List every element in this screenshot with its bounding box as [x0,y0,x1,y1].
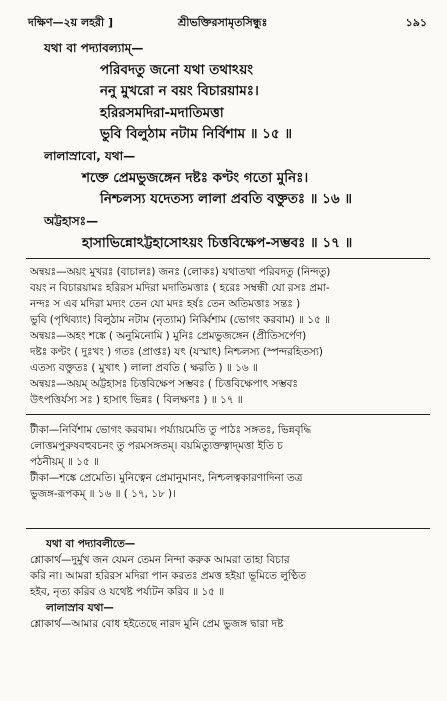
header-section: দক্ষিণ—২য় লহরী ] [28,16,113,29]
verse-intro: লালাস্রাবো, যথা— [44,149,136,163]
translation-line: শ্লোকার্থ—আমার বোধ হইতেছে নারদ মুনি প্রেম ভুজঙ্গ দ্বারা দষ্ট [30,618,284,630]
commentary-line: অন্বয়ঃ—অয়ং মুখরঃ (বাচালঃ) জনঃ (লোকঃ) যথাতথা পরিবদতু (নিন্দতু) [30,266,331,278]
running-header [28,14,427,32]
verse-line: ভুবি বিলুঠাম নটাম নির্বিশাম ॥ ১৫ ॥ [100,126,293,142]
divider [26,258,430,259]
divider [26,528,430,529]
commentary-line: উৎপত্তির্যস্য সঃ ) হাসাৎ ভিন্নঃ ( বিলক্ষণঃ ) ॥ ১৭ ॥ [30,394,243,406]
verse-line: হাসাভিন্নোঽট্টহাসোঽয়ং চিত্তবিক্ষেপ-সম্ভবঃ ॥ ১৭ ॥ [82,235,353,251]
commentary-line: ভুবি (পৃথিব্যাং) বিলুঠাম নটাম (নৃত্যাম) নির্ব্বিশাম (ভোগং করবাম) ॥ ১৫ ॥ [30,314,330,326]
translation-intro: যথা বা পদ্যাবলীতে— [46,538,136,550]
verse-line: নিশ্চলস্য যদেতস্য লালা প্রবতি বক্তুতঃ ॥ ১৬ ॥ [100,191,352,207]
verse-intro: অট্টহাসঃ— [44,214,99,228]
verse-line: পরিবদতু জনো যথা তথাঽয়ং [100,62,254,78]
bengali-translation [30,536,306,632]
translation-line: হইব, নৃত্য করিব ও যথেষ্ট পর্য্যটন করিব ॥ ১৫ ॥ [30,586,225,598]
page-number: ১৯১ [405,16,427,29]
verse-line: ননু মুখরো ন বয়ং বিচারয়ামঃ। [100,83,259,99]
divider [26,414,430,415]
commentary-anvaya [30,264,330,408]
tika-line: টীকা—শঙ্কে প্রেমেতি। মুনিত্বেন প্রেমানুমানং, নিশ্চলত্বকারণাদিনা তত্র [30,472,303,484]
tika-line: ভুজঙ্গ-রূপকম্‌ ॥ ১৬ ॥ ( ১৭, ১৮ )। [30,488,176,500]
commentary-line: এতস্য বক্তুতঃ ( মুখাৎ ) লালা প্রবতি ( ক্ষরতি ) ॥ ১৬ ॥ [30,362,258,374]
commentary-line: অন্বয়ঃ—অয়ম্‌ অট্টহাসঃ চিত্তবিক্ষেপ সম্ভবঃ ( চিত্তবিক্ষেপাৎ সম্ভবঃ [30,378,298,390]
translation-line: শ্লোকার্থ—দুর্মুখ জন যেমন তেমন নিন্দা করুক আমরা তাহা বিচার [30,554,290,566]
header-title: শ্রীভক্তিরসামৃতসিন্ধুঃ [178,16,268,29]
commentary-line: বয়ং ন বিচারয়ামঃ হরিরস মদিরা মদাতিমত্তাঃ ( হরেঃ সম্বন্ধী যো রসঃ প্রমা- [30,282,330,294]
translation-line: করি না। আমরা হরিরস মদিরা পান করতঃ প্রমত্ত হইয়া ভূমিতে লুণ্ঠিত [30,570,306,582]
commentary-tika [30,422,311,502]
verse-line: হরিরসমদিরা-মদাতিমত্তা [100,105,224,121]
tika-line: টীকা—নির্বিশাম ভোগং করবাম। পর্য্যায়মেতি তু পাঠঃ সঙ্গতঃ, ভিন্নবৃদ্ধি [30,424,312,436]
commentary-line: দষ্টঃ কণ্টং ( দুঃখং ) গতঃ (প্রাপ্তঃ) যৎ (যস্মাৎ) নিশ্চলস্য (স্পন্দরহিতস্য) [30,346,323,358]
commentary-line: অন্বয়ঃ—অহং শঙ্কে ( অনুমিনোমি ) মুনিঃ প্রেমভুজঙ্গেন (প্রীতিসর্পেণ) [30,330,307,342]
translation-intro: লালাস্রাব যথা— [46,602,114,614]
verse-line: শক্তে প্রেমভুজঙ্গেন দষ্টঃ কণ্টং গতো মুনিঃ। [82,170,309,186]
commentary-line: নন্দঃ স এব মদিরা মদ্যং তেন যো মদঃ হর্ষঃ তেন অতিমত্তাঃ সন্তঃ ) [30,298,301,310]
tika-line: পঠনীয়ম্‌ ॥ ১৫ ॥ [30,456,99,468]
tika-line: লোত্তমপুরুষবহুবচনং তু পরমসঙ্গতম্‌। বয়মিত্যুক্তত্বাদ্‌মত্তা ইতি চ [30,440,283,452]
verse-intro: যথা বা পদ্যাবল্যাম্‌— [44,41,144,55]
